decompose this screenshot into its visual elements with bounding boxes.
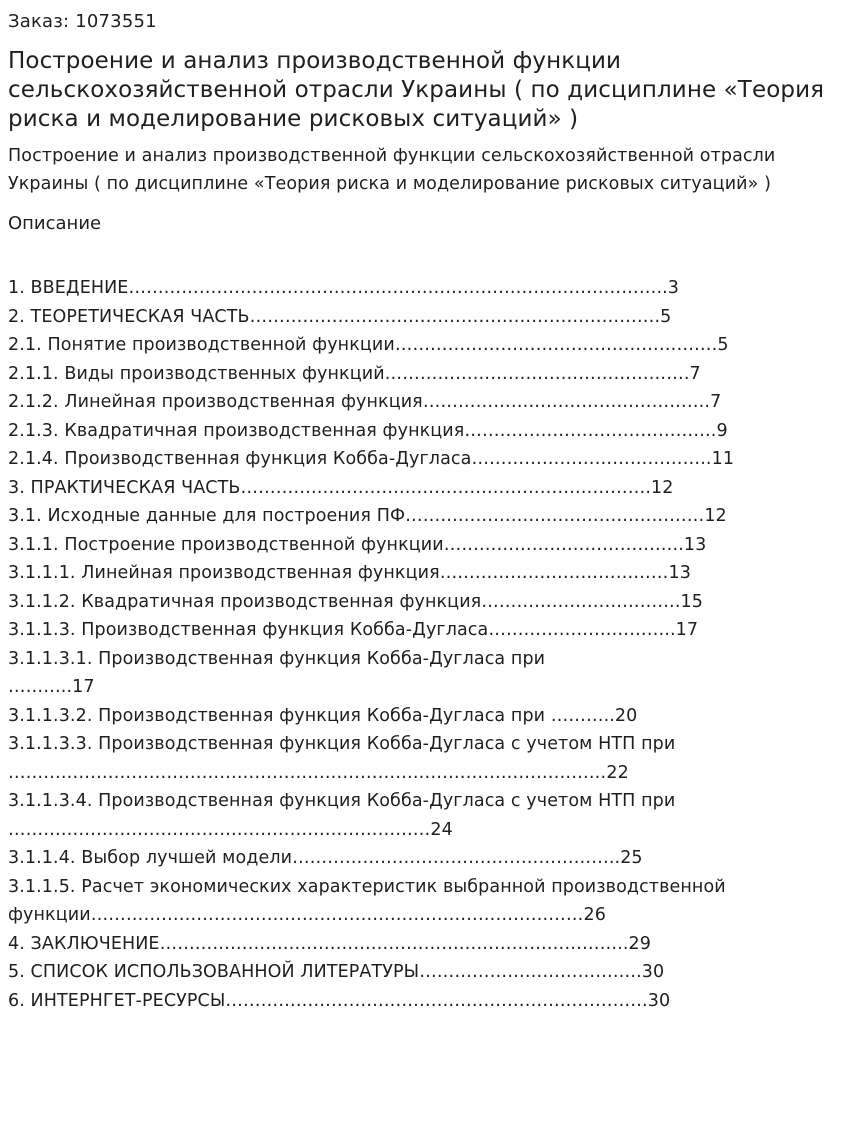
toc-item: 6. ИНТЕРНГЕТ-РЕСУРСЫ………………………………………………………………30 <box>8 990 671 1011</box>
toc-item: 3.1.1.3.4. Производственная функция Кобба-Дугласа с учетом НТП при <box>8 791 676 811</box>
toc-item: 2. ТЕОРЕТИЧЕСКАЯ ЧАСТЬ…………………………………………………………….5 <box>8 306 672 327</box>
toc-item: 3.1.1.1. Линейная производственная функция…………………………………13 <box>8 563 691 583</box>
toc-item: 3.1. Исходные данные для построения ПФ……………………………………………12 <box>8 506 727 526</box>
subtitle-line-1: Построение и анализ производственной функции сельскохозяйственной отрасли <box>8 146 776 166</box>
table-of-contents <box>8 274 839 1015</box>
description-heading: Описание <box>8 213 102 234</box>
subtitle <box>8 142 839 198</box>
toc-item: 5. СПИСОК ИСПОЛЬЗОВАННОЙ ЛИТЕРАТУРЫ………………………………..30 <box>8 962 665 982</box>
toc-item: функции…………………………………………………………………………26 <box>8 905 606 925</box>
toc-item: ………..17 <box>8 677 95 697</box>
toc-item: ………………………………………………………………24 <box>8 819 453 840</box>
toc-item: 1. ВВЕДЕНИЕ………………………………………………………………………………..3 <box>8 278 680 298</box>
toc-item: 3. ПРАКТИЧЕСКАЯ ЧАСТЬ…………………………………………………………….12 <box>8 477 674 498</box>
toc-item: 3.1.1.3.2. Производственная функция Кобба-Дугласа при ………..20 <box>8 705 638 726</box>
toc-item: 3.1.1.3.3. Производственная функция Кобба-Дугласа с учетом НТП при <box>8 734 676 754</box>
toc-item: 2.1. Понятие производственной функции……………………………………………….5 <box>8 335 729 355</box>
toc-item: 4. ЗАКЛЮЧЕНИЕ……………………………………………………………………..29 <box>8 933 651 954</box>
subtitle-line-2: Украины ( по дисциплине «Теория риска и моделирование рисковых ситуаций» ) <box>8 174 772 194</box>
toc-item: 2.1.1. Виды производственных функций…………………………………………….7 <box>8 363 701 384</box>
order-number: Заказ: 1073551 <box>8 11 157 32</box>
toc-item: 3.1.1.2. Квадратичная производственная функция…………………………….15 <box>8 591 704 612</box>
toc-item: 3.1.1.5. Расчет экономических характеристик выбранной производственной <box>8 876 726 897</box>
toc-item: …………………………………………………………………………………………22 <box>8 762 629 783</box>
toc-item: 2.1.2. Линейная производственная функция………………………………………….7 <box>8 392 722 412</box>
page-title: Построение и анализ производственной функции сельскохозяйственной отрасли Украины ( по дисциплине «Теория риска и моделирование рисковых ситуаций» ) <box>8 48 825 132</box>
toc-item: 2.1.4. Производственная функция Кобба-Дугласа…………………………………..11 <box>8 449 735 469</box>
toc-item: 2.1.3. Квадратичная производственная функция…………………………………….9 <box>8 420 728 441</box>
toc-item: 3.1.1.3. Производственная функция Кобба-Дугласа…………………………..17 <box>8 620 699 640</box>
toc-item: 3.1.1.3.1. Производственная функция Кобба-Дугласа при <box>8 648 546 669</box>
toc-item: 3.1.1. Построение производственной функции…………………………………..13 <box>8 534 707 555</box>
toc-item: 3.1.1.4. Выбор лучшей модели………………………………………………..25 <box>8 848 643 868</box>
